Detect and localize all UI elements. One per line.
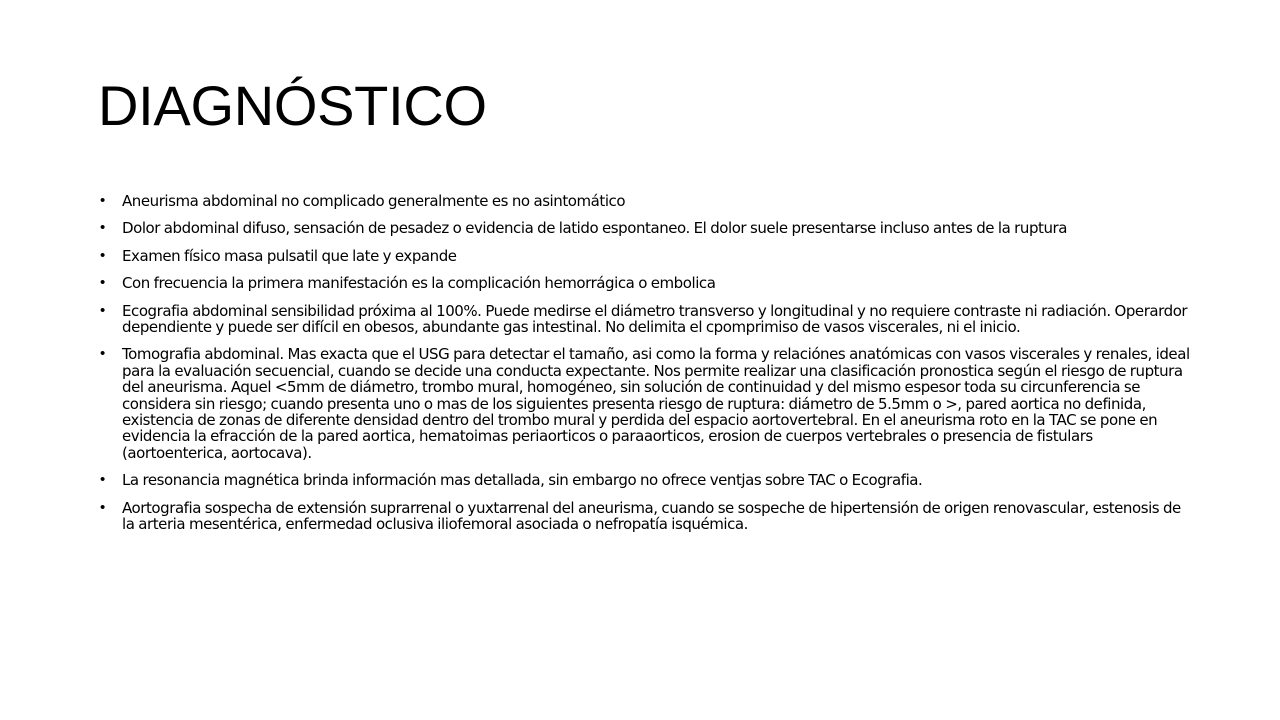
bullet-item: • Con frecuencia la primera manifestación es la complicación hemorrágica o embolica [100,275,1190,291]
bullet-list [100,193,1190,544]
bullet-item: • Tomografia abdominal. Mas exacta que el USG para detectar el tamaño, asi como la forma y relaciónes anatómicas con vasos viscerales y renales, ideal para la evaluación secuencial, cuando se decide una conducta expectante. Nos permite realizar una clasificación pronostica según el riesgo de ruptura del aneurisma. Aquel <5mm de diámetro, trombo mural, homogéneo, sin solución de continuidad y del mismo espesor toda su circunferencia se considera sin riesgo; cuando presenta uno o mas de los siguientes presenta riesgo de ruptura: diámetro de 5.5mm o >, pared aortica no definida, existencia de zonas de diferente densidad dentro del trombo mural y perdida del espacio aortovertebral. En el aneurisma roto en la TAC se pone en evidencia la efracción de la pared aortica, hematoimas periaorticos o paraaorticos, erosion de cuerpos vertebrales o presencia de fistulars (aortoenterica, aortocava). [100,346,1190,461]
bullet-item: • Ecografia abdominal sensibilidad próxima al 100%. Puede medirse el diámetro transverso y longitudinal y no requiere contraste ni radiación. Operardor dependiente y puede ser difícil en obesos, abundante gas intestinal. No delimita el cpomprimiso de vasos viscerales, ni el inicio. [100,303,1190,336]
bullet-item: • La resonancia magnética brinda información mas detallada, sin embargo no ofrece ventjas sobre TAC o Ecografia. [100,472,1190,488]
bullet-item: • Examen físico masa pulsatil que late y expande [100,248,1190,264]
bullet-item: • Dolor abdominal difuso, sensación de pesadez o evidencia de latido espontaneo. El dolor suele presentarse incluso antes de la ruptura [100,220,1190,236]
bullet-item: • Aneurisma abdominal no complicado generalmente es no asintomático [100,193,1190,209]
bullet-item: • Aortografia sospecha de extensión suprarrenal o yuxtarrenal del aneurisma, cuando se sospeche de hipertensión de origen renovascular, estenosis de la arteria mesentérica, enfermedad oclusiva iliofemoral asociada o nefropatía isquémica. [100,500,1190,533]
slide-title: DIAGNÓSTICO [98,74,487,137]
